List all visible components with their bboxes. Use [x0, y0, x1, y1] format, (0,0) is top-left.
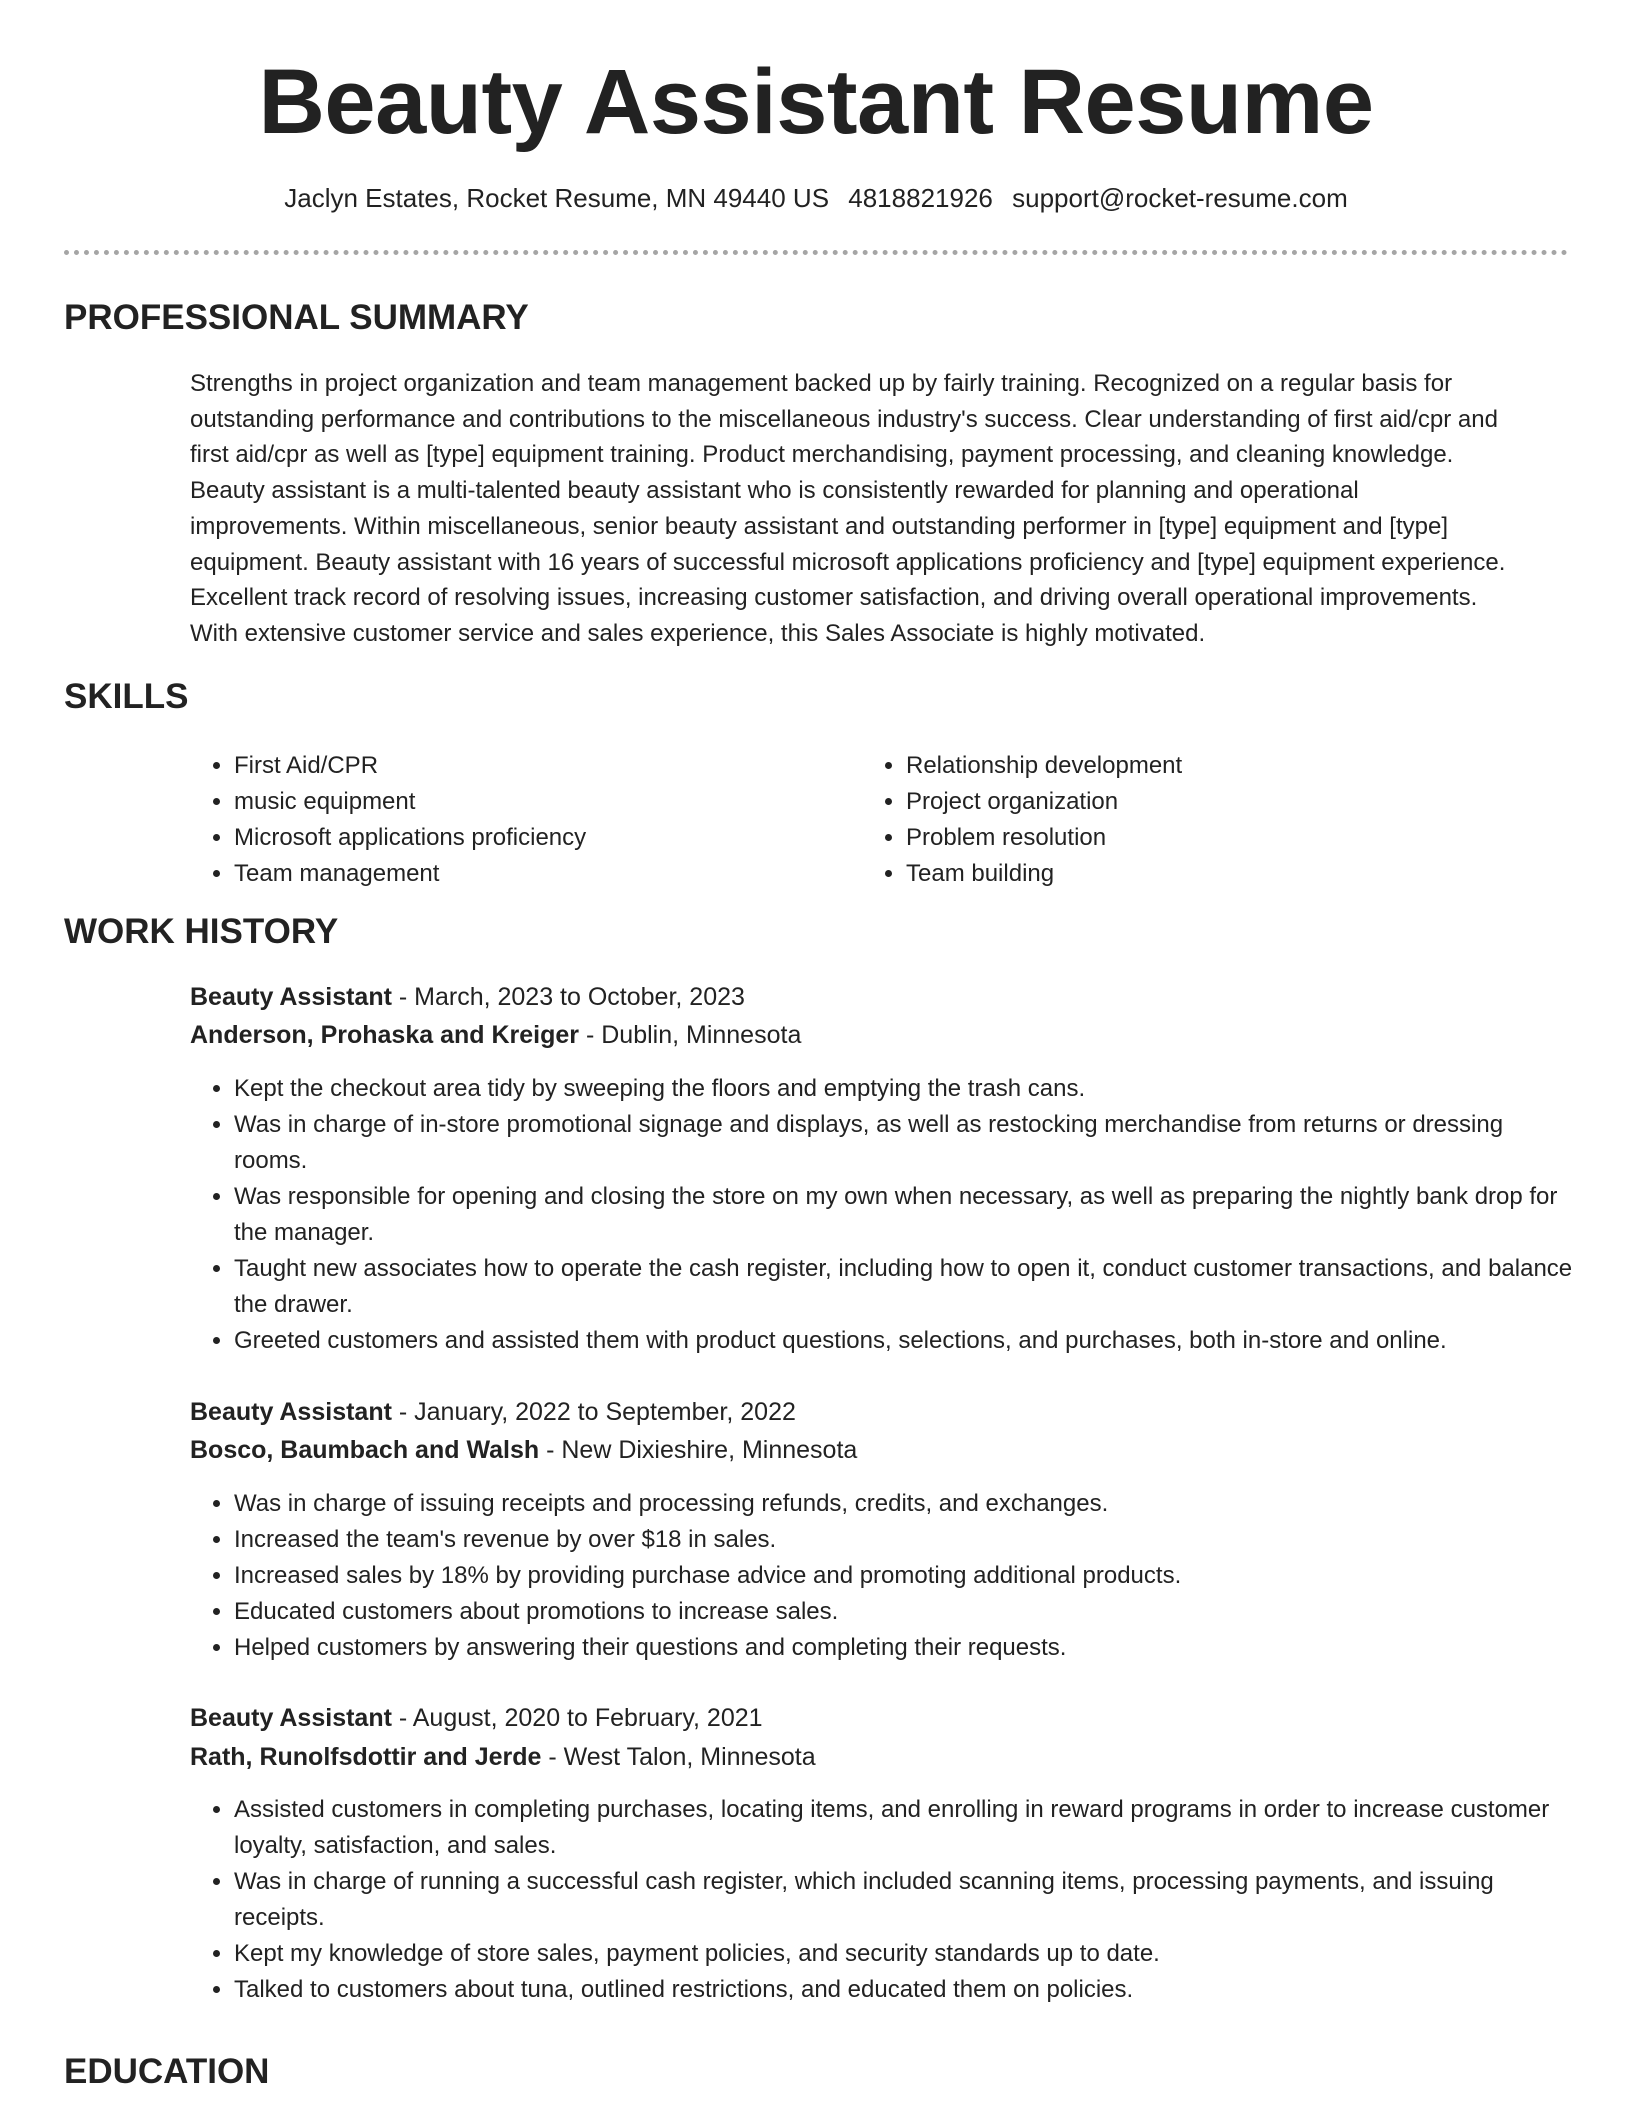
job-dates: - January, 2022 to September, 2022 [391, 1398, 796, 1426]
section-heading-education: EDUCATION [64, 2052, 270, 2091]
job-dates: - March, 2023 to October, 2023 [391, 983, 745, 1011]
job-bullet: • Helped customers by answering their questions and completing their requests. [234, 1630, 1580, 1666]
section-heading-skills: SKILLS [64, 677, 189, 716]
page-title: Beauty Assistant Resume [258, 51, 1374, 153]
job-company: Anderson, Prohaska and Kreiger [190, 1021, 580, 1049]
contact-address: Jaclyn Estates, Rocket Resume, MN 49440 US [284, 183, 830, 213]
summary-line: Excellent track record of resolving issues, increasing customer satisfaction, and driving overall operational improvements. [190, 584, 1478, 612]
job-company-line [190, 1016, 801, 1054]
job-bullet: • Was in charge of in-store promotional signage and displays, as well as restocking merchandise from returns or dressing rooms. [234, 1107, 1580, 1179]
summary-line: Strengths in project organization and team management backed up by fairly training. Recognized on a regular basis for [190, 370, 1453, 397]
summary-line: first aid/cpr as well as [type] equipment training. Product merchandising, payment processing, and cleaning knowledge. [190, 441, 1454, 469]
job-bullet-list [190, 1486, 1580, 1666]
job-bullet: • Educated customers about promotions to increase sales. [234, 1594, 1580, 1630]
skill-item: • Microsoft applications proficiency [234, 820, 830, 856]
skill-item: • Problem resolution [906, 820, 1502, 856]
job-dates: - August, 2020 to February, 2021 [391, 1704, 763, 1732]
job-location: - New Dixieshire, Minnesota [539, 1436, 858, 1464]
job-bullets [190, 1792, 1580, 2008]
summary-line: Beauty assistant is a multi-talented beauty assistant who is consistently rewarded for planning and operational [190, 477, 1359, 505]
contact-line [0, 181, 1632, 215]
job-bullet-list [190, 1071, 1580, 1359]
job-bullet: • Kept the checkout area tidy by sweeping the floors and emptying the trash cans. [234, 1071, 1580, 1107]
skills-list-left [190, 748, 830, 892]
job-bullet: • Was in charge of running a successful cash register, which included scanning items, processing payments, and issuing receipts. [234, 1864, 1580, 1936]
job-bullet: • Increased sales by 18% by providing purchase advice and promoting additional products. [234, 1558, 1580, 1594]
job-bullet: • Was in charge of issuing receipts and processing refunds, credits, and exchanges. [234, 1486, 1580, 1522]
section-heading-summary: PROFESSIONAL SUMMARY [64, 298, 529, 337]
skill-item: • Team building [906, 856, 1502, 892]
skills-column-right [862, 748, 1502, 892]
skills-list-right [862, 748, 1502, 892]
job-bullet-list [190, 1792, 1580, 2008]
job-bullet: • Kept my knowledge of store sales, payment policies, and security standards up to date. [234, 1936, 1580, 1972]
summary-line: outstanding performance and contributions to the miscellaneous industry's success. Clear understanding of first aid/cpr and [190, 405, 1498, 433]
job-title: Beauty Assistant [190, 983, 392, 1011]
skill-item: • music equipment [234, 784, 830, 820]
summary-text [190, 366, 1570, 652]
job-bullet: • Taught new associates how to operate the cash register, including how to open it, conduct customer transactions, and balance the drawer. [234, 1251, 1580, 1323]
job-title-line [190, 1393, 796, 1431]
job-company-line [190, 1738, 816, 1776]
job-location: - Dublin, Minnesota [579, 1021, 802, 1049]
skill-item: • Team management [234, 856, 830, 892]
header-divider [64, 250, 1568, 255]
job-company: Bosco, Baumbach and Walsh [190, 1436, 540, 1464]
summary-line: equipment. Beauty assistant with 16 years of successful microsoft applications proficiency and [type] equipment experience. [190, 548, 1506, 576]
job-bullet: • Was responsible for opening and closing the store on my own when necessary, as well as preparing the nightly bank drop for the manager. [234, 1179, 1580, 1251]
job-title-line [190, 1699, 763, 1737]
job-bullet: • Greeted customers and assisted them with product questions, selections, and purchases, both in-store and online. [234, 1323, 1580, 1359]
job-bullet: • Increased the team's revenue by over $18 in sales. [234, 1522, 1580, 1558]
contact-email: support@rocket-resume.com [1012, 183, 1348, 213]
job-company: Rath, Runolfsdottir and Jerde [190, 1743, 542, 1771]
summary-line: With extensive customer service and sales experience, this Sales Associate is highly motivated. [190, 619, 1206, 647]
summary-line: improvements. Within miscellaneous, senior beauty assistant and outstanding performer in [type] equipment and [type] [190, 512, 1448, 540]
skill-item: • First Aid/CPR [234, 748, 830, 784]
job-title-line [190, 978, 745, 1016]
job-company-line [190, 1431, 857, 1469]
job-title: Beauty Assistant [190, 1704, 392, 1732]
skill-item: • Project organization [906, 784, 1502, 820]
job-bullets [190, 1486, 1580, 1666]
job-bullet: • Talked to customers about tuna, outlined restrictions, and educated them on policies. [234, 1972, 1580, 2008]
job-bullet: • Assisted customers in completing purchases, locating items, and enrolling in reward programs in order to increase customer loyalty, satisfaction, and sales. [234, 1792, 1580, 1864]
job-title: Beauty Assistant [190, 1398, 392, 1426]
job-location: - West Talon, Minnesota [541, 1743, 816, 1771]
contact-phone: 4818821926 [848, 183, 993, 213]
skill-item: • Relationship development [906, 748, 1502, 784]
skills-column-left [190, 748, 830, 892]
job-bullets [190, 1071, 1580, 1359]
section-heading-work-history: WORK HISTORY [64, 912, 339, 951]
